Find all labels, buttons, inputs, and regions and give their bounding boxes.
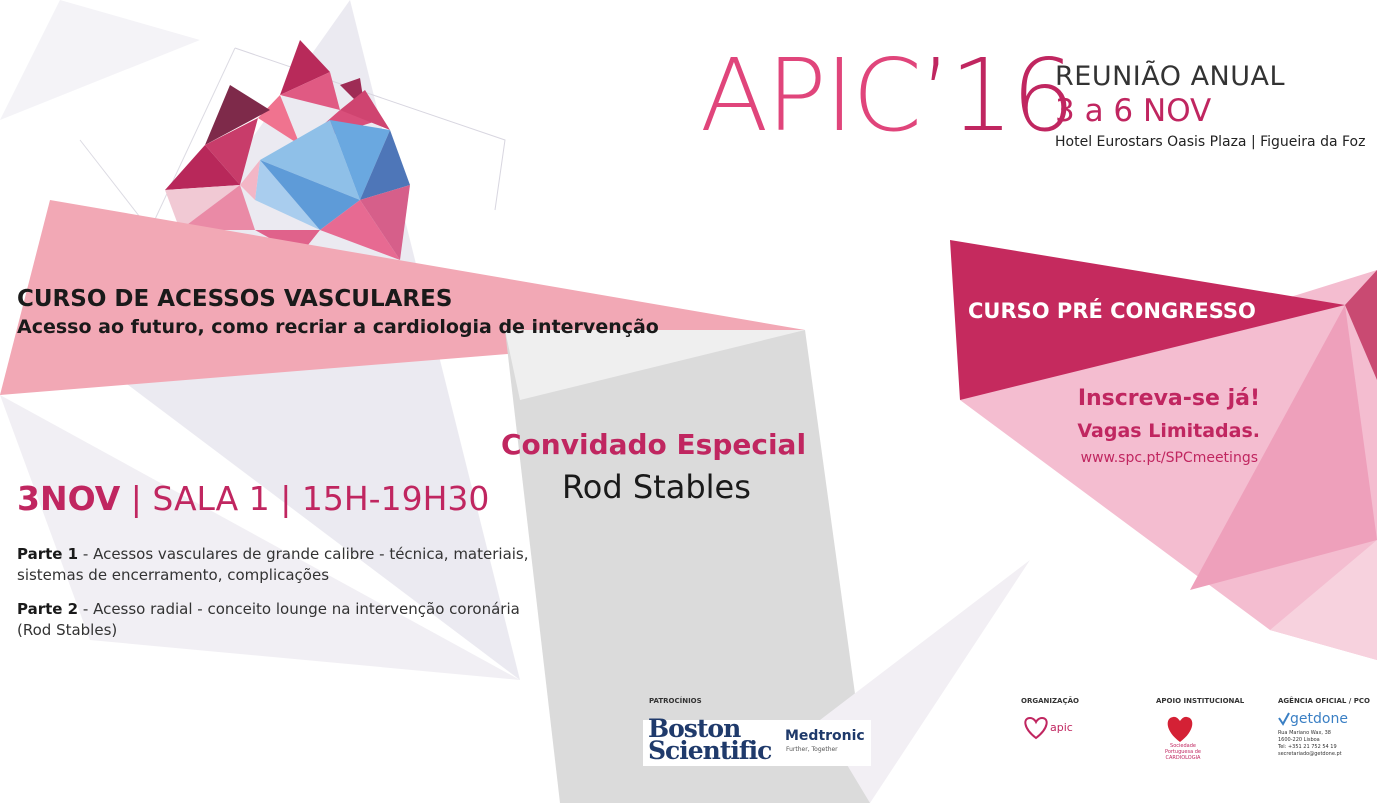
session-schedule [17,479,489,519]
event-venue: Hotel Eurostars Oasis Plaza | Figueira da Foz [1055,134,1366,150]
register-cta[interactable]: Inscreva-se já! [1077,386,1260,411]
limited-places: Vagas Limitadas. [1077,420,1260,442]
getdone-check-icon [1278,712,1290,726]
boston-logo-line1: Boston [648,714,741,743]
agency-address: Rua Mariano Wax, 38 1600-220 Lisboa Tel: +351 21 752 54 19 secretariado@getdone.pt [1278,730,1342,757]
sponsors-label: PATROCÍNIOS [649,697,702,705]
part-text: - Acesso radial - conceito lounge na intervenção coronária (Rod Stables) [17,600,520,639]
guest-label: Convidado Especial [501,428,807,461]
boston-logo-line2: Scientific [648,736,772,765]
reuniao-anual: REUNIÃO ANUAL [1055,61,1286,92]
medtronic-logo: Medtronic [785,728,865,744]
bg-triangle-top [0,0,200,120]
getdone-logo: getdone [1290,711,1348,727]
apic-heart-icon [1021,714,1051,740]
apic-logo-text: APIC [700,37,921,154]
course-title: CURSO DE ACESSOS VASCULARES [17,286,453,312]
apic-org-logo: apic [1050,721,1073,734]
apic-logo [700,37,1074,154]
program-part-1 [17,544,537,586]
event-dates: 3 a 6 NOV [1055,93,1212,129]
course-subtitle: Acesso ao futuro, como recriar a cardiologia de intervenção [17,316,659,338]
boston-scientific-logo [648,714,772,765]
guest-name: Rod Stables [562,468,751,506]
schedule-separator: | [120,479,153,518]
session-day: 3NOV [17,479,121,518]
apic-logo-year: ’16 [920,37,1074,154]
program-part-2 [17,599,537,641]
institutional-support-label: APOIO INSTITUCIONAL [1156,697,1245,705]
medtronic-tagline: Further, Together [786,746,838,753]
session-room: SALA 1 [152,479,270,518]
spc-heart-icon [1163,712,1197,744]
session-time: 15H-19H30 [301,479,490,518]
schedule-separator: | [269,479,302,518]
part-text: - Acessos vasculares de grande calibre - técnica, materiais, sistemas de encerramento, complicações [17,545,529,584]
agency-label: AGÊNCIA OFICIAL / PCO [1278,697,1371,705]
part-label: Parte 2 [17,600,79,618]
spc-logo-text: Sociedade Portuguesa de CARDIOLOGIA [1164,743,1201,761]
registration-link[interactable]: www.spc.pt/SPCmeetings [1080,450,1258,466]
organization-label: ORGANIZAÇÃO [1021,697,1079,705]
pre-congress-label: CURSO PRÉ CONGRESSO [968,299,1256,323]
part-label: Parte 1 [17,545,79,563]
